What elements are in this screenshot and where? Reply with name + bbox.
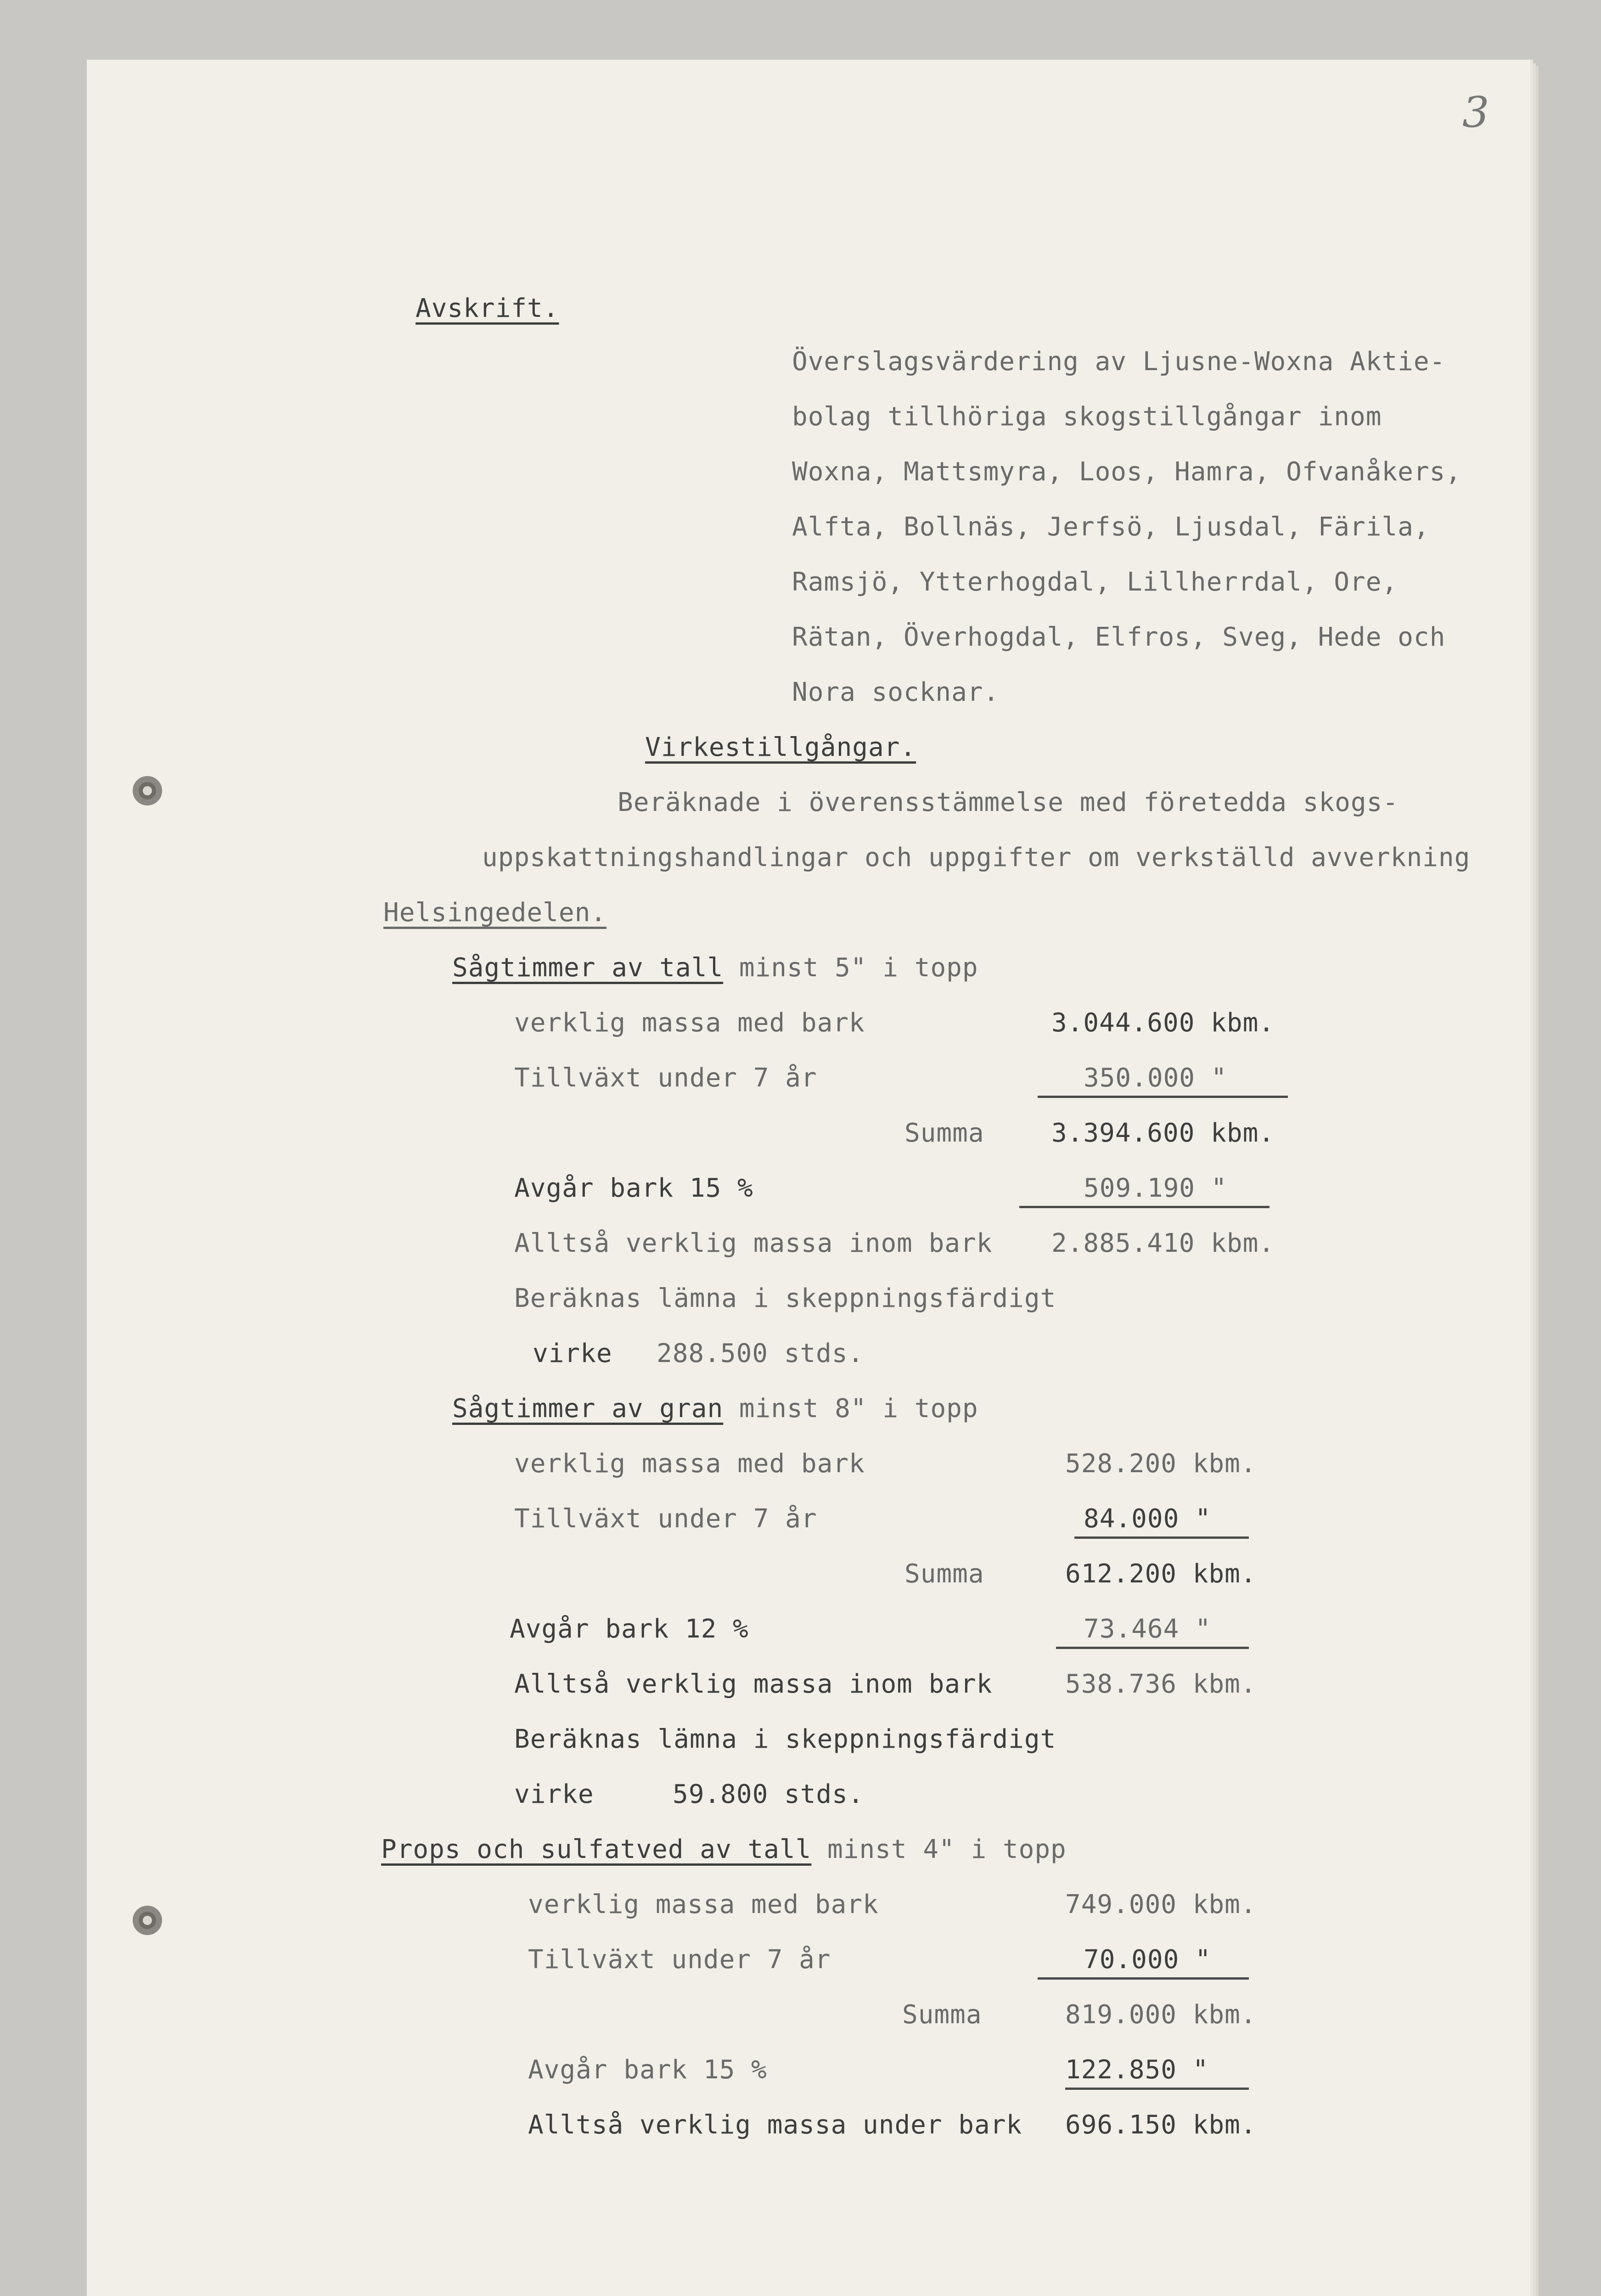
yield-value: 288.500 stds. (657, 1339, 864, 1368)
title-line: Woxna, Mattsmyra, Loos, Hamra, Ofvanåkers, (792, 457, 1462, 487)
bark-rule (1056, 1647, 1249, 1649)
sum-value: 612.200 kbm. (1065, 1559, 1257, 1589)
row-value: 528.200 kbm. (1065, 1449, 1257, 1479)
row-label: Avgår bark 15 % (528, 2055, 767, 2085)
sum-label: Summa (904, 1118, 984, 1148)
row-value: 73.464 " (1084, 1614, 1211, 1644)
title-line: Ramsjö, Ytterhogdal, Lillherrdal, Ore, (792, 567, 1398, 597)
bark-rule (1019, 1206, 1270, 1208)
row-value: 122.850 " (1065, 2055, 1209, 2085)
sum-value: 3.394.600 kbm. (1051, 1118, 1275, 1148)
handwritten-page-number: 3 (1462, 88, 1489, 137)
title-line: Alfta, Bollnäs, Jerfsö, Ljusdal, Färila, (792, 512, 1430, 542)
title-line: bolag tillhöriga skogstillgångar inom (792, 402, 1382, 432)
sum-rule (1074, 1536, 1249, 1539)
yield-label: virke (514, 1779, 594, 1809)
block-title: Props och sulfatved av tall minst 4" i topp (381, 1835, 1067, 1864)
sum-value: 819.000 kbm. (1065, 2000, 1257, 2030)
yield-label: virke (533, 1339, 612, 1368)
yield-line: Beräknas lämna i skeppningsfärdigt (514, 1283, 1056, 1313)
sum-rule (1038, 1096, 1288, 1098)
row-value: 509.190 " (1084, 1173, 1227, 1203)
row-label: Tillväxt under 7 år (514, 1504, 817, 1534)
binder-hole-bottom (133, 1906, 162, 1935)
row-value: 350.000 " (1084, 1063, 1227, 1093)
row-label: Tillväxt under 7 år (528, 1945, 831, 1975)
row-label: Alltså verklig massa under bark (528, 2110, 1022, 2140)
intro-line: Beräknade i överensstämmelse med företedda skogs- (618, 788, 1399, 817)
sum-rule (1038, 1977, 1249, 1980)
row-label: Avgår bark 15 % (514, 1173, 753, 1203)
title-line: Nora socknar. (792, 677, 1000, 707)
row-value: 538.736 kbm. (1065, 1669, 1257, 1699)
row-label: Avgår bark 12 % (510, 1614, 749, 1644)
row-value: 3.044.600 kbm. (1051, 1008, 1275, 1038)
row-value: 70.000 " (1084, 1945, 1211, 1975)
sum-label: Summa (904, 1559, 984, 1589)
section-heading: Virkestillgångar. (645, 732, 916, 762)
title-line: Rätan, Överhogdal, Elfros, Sveg, Hede och (792, 622, 1446, 652)
row-label: Alltså verklig massa inom bark (514, 1228, 993, 1258)
row-value: 2.885.410 kbm. (1051, 1228, 1275, 1258)
row-value: 84.000 " (1084, 1504, 1211, 1534)
row-label: Alltså verklig massa inom bark (514, 1669, 993, 1699)
block-title: Sågtimmer av gran minst 8" i topp (452, 1394, 978, 1424)
sum-label: Summa (902, 2000, 982, 2030)
block-title: Sågtimmer av tall minst 5" i topp (452, 953, 978, 983)
row-label: verklig massa med bark (514, 1449, 865, 1479)
row-value: 749.000 kbm. (1065, 1890, 1257, 1919)
yield-line: Beräknas lämna i skeppningsfärdigt (514, 1724, 1056, 1754)
binder-hole-top (133, 776, 162, 805)
row-label: verklig massa med bark (528, 1890, 879, 1919)
title-line: Överslagsvärdering av Ljusne-Woxna Aktie- (792, 347, 1446, 377)
yield-value: 59.800 stds. (673, 1779, 864, 1809)
bark-rule (1065, 2088, 1249, 2090)
row-label: verklig massa med bark (514, 1008, 865, 1038)
region-heading: Helsingedelen. (383, 898, 607, 928)
row-value: 696.150 kbm. (1065, 2110, 1257, 2140)
document-heading: Avskrift. (416, 293, 559, 323)
intro-line: uppskattningshandlingar och uppgifter om verkställd avverkning (482, 843, 1471, 872)
row-label: Tillväxt under 7 år (514, 1063, 817, 1093)
